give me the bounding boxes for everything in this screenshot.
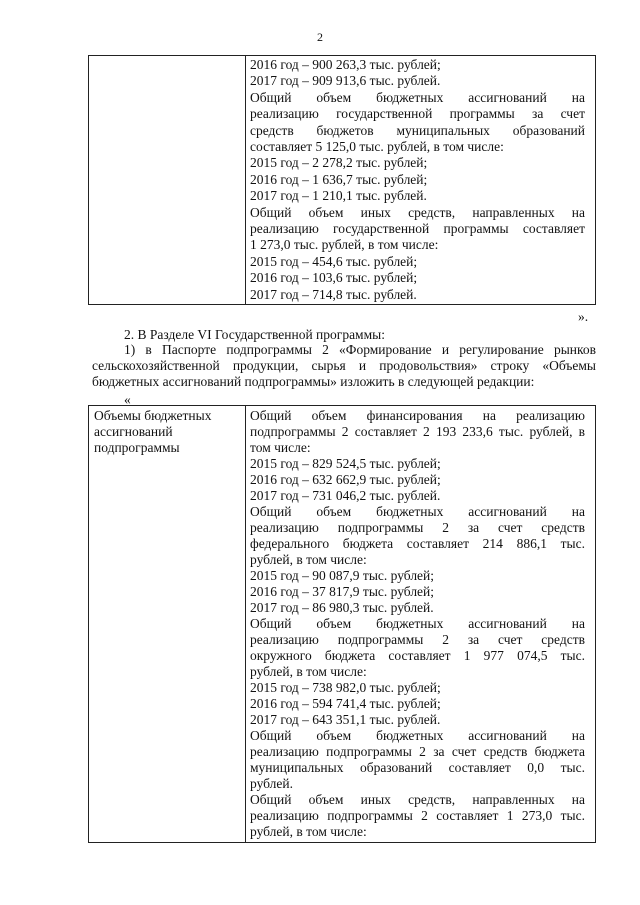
text-line: окружного бюджета составляет 1 977 074,5 тыс. bbox=[250, 648, 585, 663]
text-line: реализацию подпрограммы 2 за счет средств bbox=[250, 632, 585, 647]
text-line: 2016 год – 594 741,4 тыс. рублей; bbox=[250, 696, 441, 711]
text-line: 2017 год – 731 046,2 тыс. рублей. bbox=[250, 488, 441, 503]
text-line: 1 273,0 тыс. рублей, в том числе: bbox=[250, 237, 439, 253]
text-line: составляет 5 125,0 тыс. рублей, в том числе: bbox=[250, 139, 504, 154]
text-line: 2017 год – 1 210,1 тыс. рублей. bbox=[250, 188, 427, 204]
column-divider bbox=[245, 406, 246, 842]
paragraph-section-heading: 2. В Разделе VI Государственной программы: bbox=[124, 327, 385, 342]
text-line: 2015 год – 2 278,2 тыс. рублей; bbox=[250, 155, 428, 171]
text-line: рублей, в том числе: bbox=[250, 824, 367, 839]
text-line: 2015 год – 90 087,9 тыс. рублей; bbox=[250, 568, 435, 583]
text-line: Общий объем бюджетных ассигнований на bbox=[250, 616, 585, 631]
table-subprogram-funding bbox=[88, 405, 596, 843]
text-line: рублей. bbox=[250, 776, 294, 791]
text-line: реализацию государственной программы составляет bbox=[250, 221, 585, 236]
text-line: 2016 год – 632 662,9 тыс. рублей; bbox=[250, 472, 441, 487]
text-line: 2017 год – 643 351,1 тыс. рублей. bbox=[250, 712, 441, 727]
text-line: подпрограммы 2 составляет 2 193 233,6 тыс. рублей, в bbox=[250, 424, 585, 439]
text-line: 2016 год – 900 263,3 тыс. рублей; bbox=[250, 57, 441, 72]
text-line: реализацию подпрограммы 2 составляет 1 273,0 тыс. bbox=[250, 808, 585, 823]
text-line: Общий объем бюджетных ассигнований на bbox=[250, 728, 585, 743]
text-line: Общий объем иных средств, направленных на bbox=[250, 792, 585, 807]
text-line: бюджетных ассигнований подпрограммы» изложить в следующей редакции: bbox=[92, 374, 535, 389]
text-line: 2016 год – 103,6 тыс. рублей; bbox=[250, 270, 418, 286]
text-line: Общий объем бюджетных ассигнований на bbox=[250, 89, 585, 105]
text-line: Общий объем иных средств, направленных на bbox=[250, 204, 585, 220]
text-line: 2015 год – 738 982,0 тыс. рублей; bbox=[250, 680, 441, 695]
text-line: сельскохозяйственной продукции, сырья и продовольствия» строку «Объемы bbox=[92, 358, 596, 373]
text-line: реализацию государственной программы за счет bbox=[250, 106, 585, 122]
text-line: 2016 год – 1 636,7 тыс. рублей; bbox=[250, 171, 428, 187]
column-divider bbox=[245, 56, 246, 304]
text-line: Объемы бюджетных bbox=[94, 408, 212, 423]
text-line: федерального бюджета составляет 214 886,1 тыс. bbox=[250, 536, 585, 551]
text-line: Общий объем бюджетных ассигнований на bbox=[250, 504, 585, 519]
text-line: 1) в Паспорте подпрограммы 2 «Формирование и регулирование рынков bbox=[124, 342, 596, 357]
text-line: 2015 год – 829 524,5 тыс. рублей; bbox=[250, 456, 441, 471]
text-line: реализацию подпрограммы 2 за счет средств бюджета bbox=[250, 744, 585, 759]
text-line: 2017 год – 86 980,3 тыс. рублей. bbox=[250, 600, 434, 615]
text-line: рублей, в том числе: bbox=[250, 664, 367, 679]
text-line: 2015 год – 454,6 тыс. рублей; bbox=[250, 253, 418, 269]
text-line: Общий объем финансирования на реализацию bbox=[250, 408, 585, 423]
text-line: 2016 год – 37 817,9 тыс. рублей; bbox=[250, 584, 435, 599]
text-line: подпрограммы bbox=[94, 440, 180, 455]
text-line: 2017 год – 909 913,6 тыс. рублей. bbox=[250, 73, 441, 89]
text-line: средств бюджетов муниципальных образований bbox=[250, 122, 585, 138]
opening-quote: « bbox=[124, 392, 131, 407]
text-line: том числе: bbox=[250, 440, 311, 455]
text-line: реализацию подпрограммы 2 за счет средств bbox=[250, 520, 585, 535]
text-line: рублей, в том числе: bbox=[250, 552, 367, 567]
text-line: 2017 год – 714,8 тыс. рублей. bbox=[250, 286, 417, 302]
text-line: муниципальных образований составляет 0,0 тыс. bbox=[250, 760, 585, 775]
closing-quote: ». bbox=[578, 309, 589, 324]
text-line: ассигнований bbox=[94, 424, 173, 439]
page-number: 2 bbox=[317, 30, 323, 44]
table-continuation bbox=[88, 55, 596, 305]
